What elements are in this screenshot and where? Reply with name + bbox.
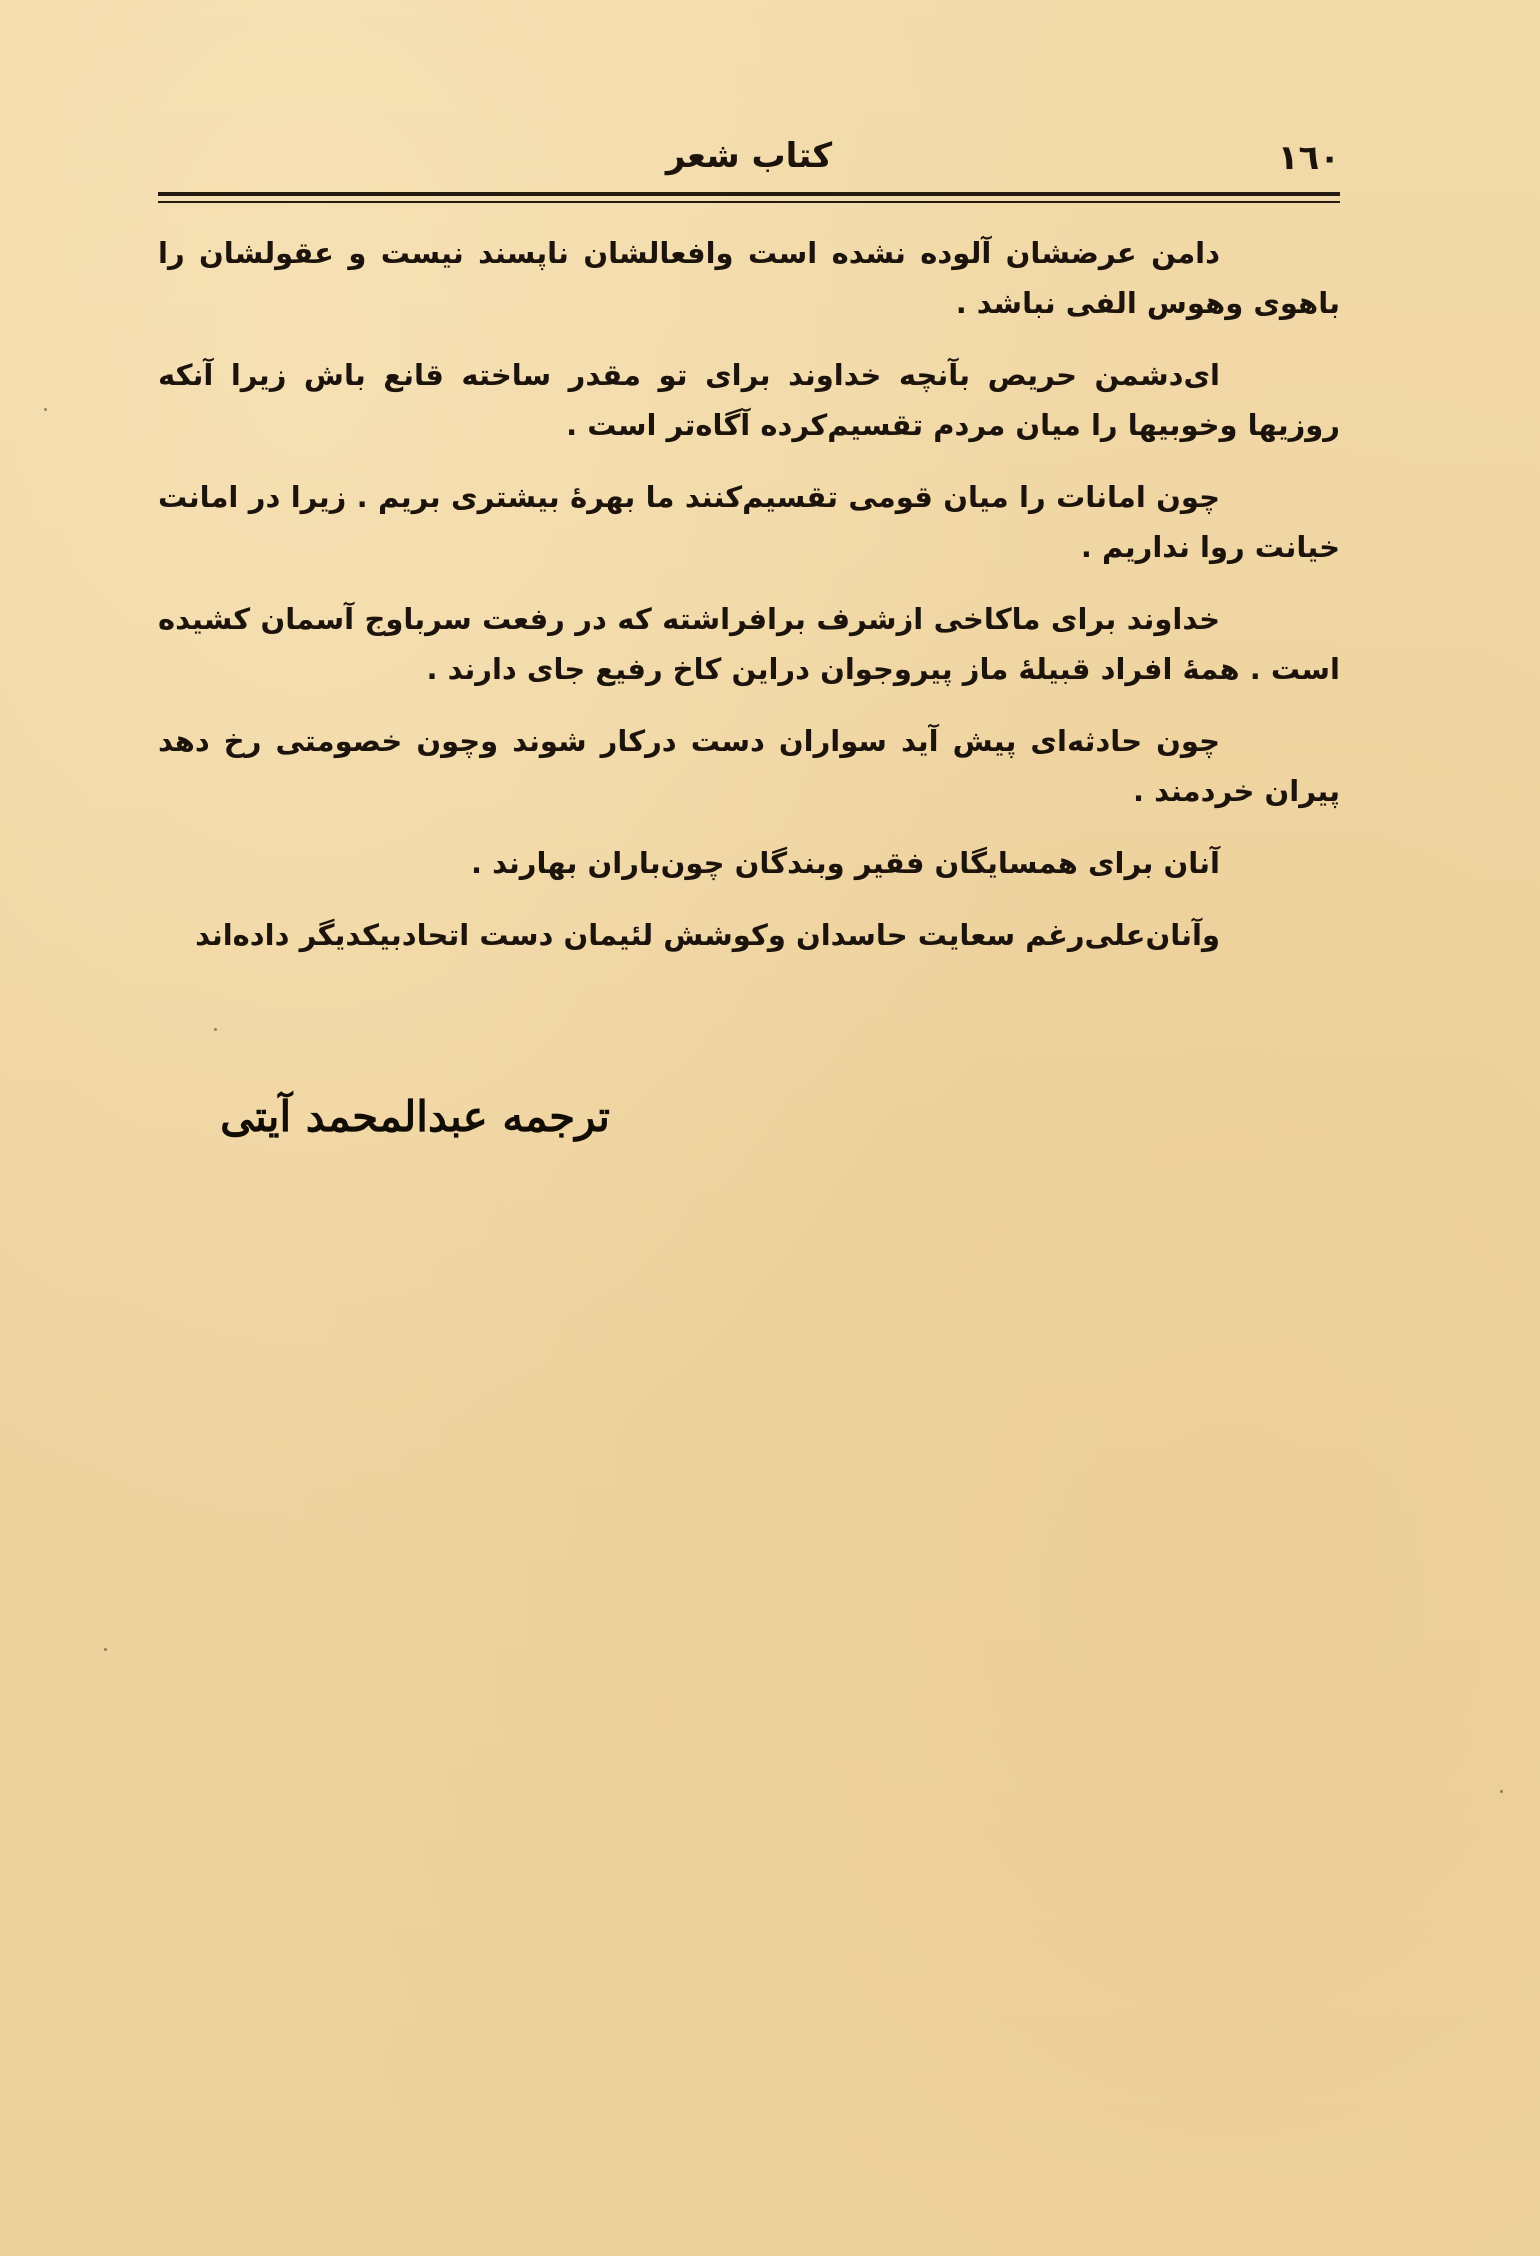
poem-translation-body [158,228,1340,982]
paper-speck [214,1028,217,1031]
header-rule-thin [158,201,1340,203]
paragraph: ای‌دشمن حریص بآنچه خداوند برای تو مقدر ساخته قانع باش زیرا آنکه روزیها وخوبیها را میان مردم تقسیم‌کرده آگاه‌تر است . [158,358,1340,442]
paragraph: خداوند برای ماکاخی ازشرف برافراشته که در رفعت سرباوج آسمان کشیده است . همهٔ افراد قبیلهٔ ماز پیروجوان دراین کاخ رفیع جای دارند . [158,602,1340,686]
paragraph: آنان برای همسایگان فقیر وبندگان چون‌باران بهارند . [471,846,1220,880]
paragraph: چون امانات را میان قومی تقسیم‌کنند ما بهرهٔ بیشتری بریم . زیرا در امانت خیانت روا نداریم . [158,480,1340,564]
page-header [158,130,1340,190]
translator-signature: ترجمه عبدالمحمد آیتی [220,1092,610,1141]
page-number: ١٦٠ [1277,138,1340,178]
paper-speck [1500,1790,1503,1793]
paper-speck [104,1648,107,1651]
paragraph: وآنان‌علی‌رغم سعایت حاسدان وکوشش لئیمان دست اتحادبیکدیگر داده‌اند [195,918,1220,952]
running-title: کتاب شعر [665,136,833,176]
paper-speck [44,408,47,411]
header-rule-thick [158,192,1340,196]
paragraph: چون حادثه‌ای پیش آید سواران دست درکار شوند وچون خصومتی رخ دهد پیران خردمند . [158,724,1340,808]
paragraph: دامن عرضشان آلوده نشده است وافعالشان ناپسند نیست و عقولشان را باهوی وهوس الفی نباشد . [158,236,1340,320]
